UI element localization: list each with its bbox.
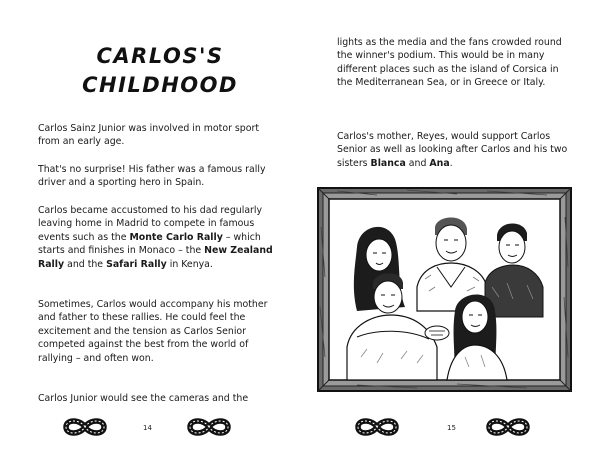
safari-rally: Safari Rally	[106, 258, 167, 270]
chapter-title	[60, 42, 260, 100]
paragraph-1: Carlos Sainz Junior was involved in motor sport from an early age.	[38, 123, 260, 148]
paragraph-7	[337, 130, 569, 170]
paragraph-3-text-d: and the	[64, 258, 107, 270]
monte-carlo-rally: Monte Carlo Rally	[129, 231, 223, 243]
infinity-track-icon	[186, 416, 232, 438]
infinity-track-icon	[354, 416, 400, 438]
paragraph-3-text-c: – which starts and finishes in Monaco – the	[38, 231, 261, 257]
paragraph-3	[38, 204, 274, 271]
paragraph-2: That's no surprise! His father was a famous rally driver and a sporting hero in Spain.	[38, 164, 266, 189]
chapter-title-line2: CHILDHOOD	[82, 73, 238, 97]
family-portrait-illustration	[317, 187, 572, 392]
new-zealand-rally: New Zealand Rally	[38, 245, 273, 270]
paragraph-3-text-a: Carlos became accustomed to his dad regularly leaving home in Madrid to compete in famous events such as the	[38, 205, 263, 243]
paragraph-6: lights as the media and the fans crowded round the winner's podium. This would be in many different places such as the island of Corsica in the Mediterranean Sea, or in Greece or Italy.	[337, 37, 562, 89]
paragraph-4: Sometimes, Carlos would accompany his mother and father to these rallies. He could feel the excitement and the tension as Carlos Senior competed against the best from the world of rallying – and often won.	[38, 299, 268, 364]
page-number-left: 14	[143, 424, 152, 432]
chapter-title-line1: CARLOS'S	[96, 44, 224, 68]
paragraph-7-text-a: Carlos's mother, Reyes, would support Carlos Senior as well as looking after Carlos and his two sisters	[337, 131, 568, 169]
paragraph-5: Carlos Junior would see the cameras and the	[38, 393, 249, 404]
infinity-track-icon	[485, 416, 531, 438]
sister-ana: Ana	[429, 157, 450, 169]
paragraph-3-text-e: in Kenya.	[166, 258, 213, 270]
paragraph-7-text-d: .	[449, 157, 453, 169]
paragraph-7-text-c: and	[405, 157, 430, 169]
page-number-right: 15	[447, 424, 456, 432]
sister-blanca: Blanca	[370, 157, 406, 169]
infinity-track-icon	[62, 416, 108, 438]
